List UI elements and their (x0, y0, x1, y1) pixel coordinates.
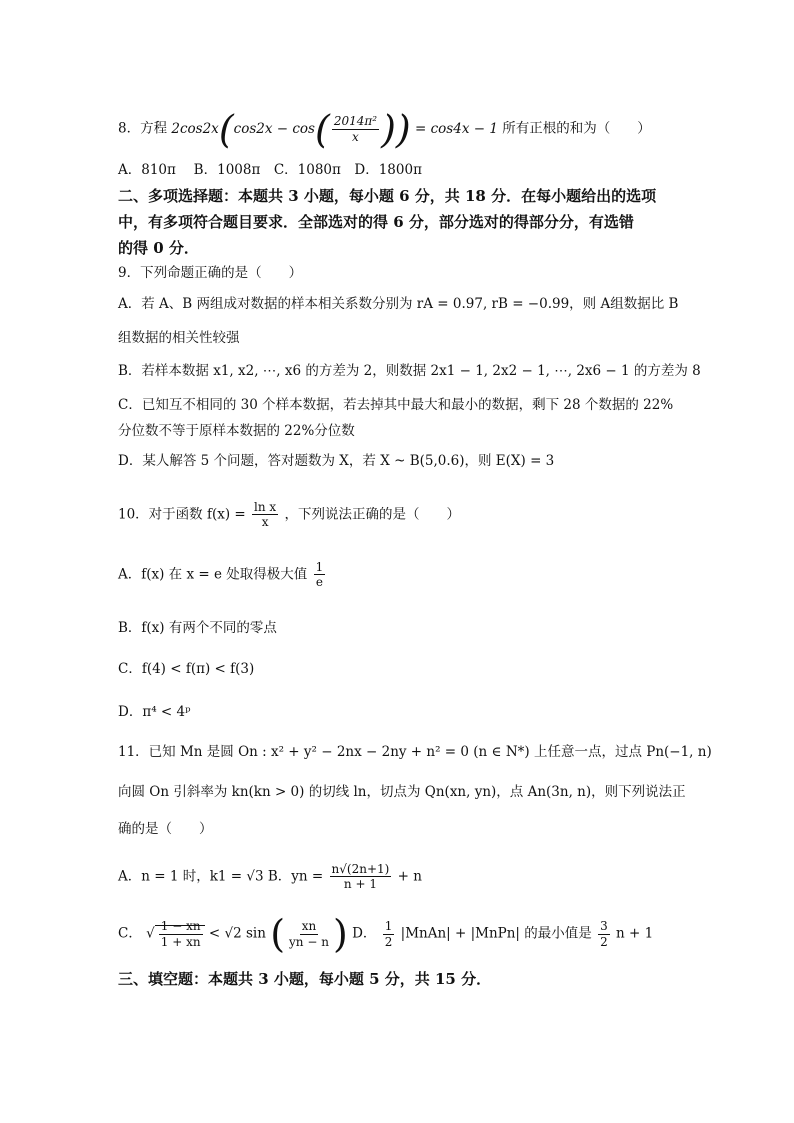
q9-option-a-line1: A．若 A、B 两组成对数据的样本相关系数分别为 rA = 0.97, rB = −0.99，则 A组数据比 B (118, 296, 679, 312)
q11-options-ab (118, 862, 422, 892)
q11-b-num: n√(2n+1) (331, 862, 390, 876)
q11-option-b-prefix: B．yn = (267, 868, 324, 885)
q11-b-den: n + 1 (343, 877, 377, 892)
q11-c-den2: yn − n (289, 934, 329, 949)
q11-d-den2: 2 (600, 934, 608, 949)
q10-a-num: 1 (315, 560, 324, 574)
q10-option-c: C．f(4) < f(π) < f(3) (118, 661, 255, 677)
sqrt-icon: √ (146, 925, 155, 942)
q8-stem (118, 107, 651, 151)
q10-a-den: e (315, 575, 323, 590)
q10-stem-suffix: ，下列说法正确的是（ ） (284, 506, 460, 523)
q11-d-num2: 3 (600, 919, 608, 934)
q11-option-d-mid: |MnAn| + |MnPn| 的最小值是 (400, 925, 592, 942)
q10-stem (118, 500, 460, 530)
section2-heading-line3: 的得 0 分． (118, 239, 199, 257)
q10-stem-prefix: 10．对于函数 f(x) = (118, 506, 246, 523)
q9-option-c-line2: 分位数不等于原样本数据的 22%分位数 (118, 423, 355, 439)
q10-frac-num: ln x (254, 500, 277, 514)
q10-option-a-text: A．f(x) 在 x = e 处取得极大值 (118, 566, 308, 583)
q11-c-den: 1 + xn (160, 934, 201, 949)
q11-option-c-mid: < √2 sin (208, 925, 266, 942)
q11-d-den: 2 (384, 934, 393, 949)
q8-equation: 2cos2x(cos2x − cos( $\frac{\text{2014π²}}{x}$ )) = cos4x − 1 (171, 107, 503, 151)
q10-option-a-fraction (314, 560, 326, 590)
q11-option-d-suffix: n + 1 (616, 925, 654, 942)
q11-stem-line3: 确的是（ ） (118, 821, 213, 837)
q10-option-a (118, 560, 327, 590)
q11-option-c-fraction2 (287, 919, 331, 949)
q8-stem-prefix: 8．方程 (118, 120, 168, 137)
q11-option-c-fraction (159, 919, 203, 949)
q10-option-b: B．f(x) 有两个不同的零点 (118, 620, 277, 636)
q10-fraction (252, 500, 278, 530)
q9-option-d: D．某人解答 5 个问题，答对题数为 X，若 X ~ B(5,0.6)，则 E(X) = 3 (118, 453, 555, 469)
q10-frac-den: x (261, 515, 269, 530)
q9-option-b: B．若样本数据 x1, x2, ⋯, x6 的方差为 2，则数据 2x1 − 1, 2x2 − 1, ⋯, 2x6 − 1 的方差为 8 (118, 363, 701, 379)
q11-c-num: 1 − xn (160, 919, 201, 934)
q9-option-a-line2: 组数据的相关性较强 (118, 330, 240, 346)
q11-option-a: A．n = 1 时，k1 = √3 (118, 868, 264, 885)
q8-stem-suffix: 所有正根的和为（ ） (502, 120, 651, 137)
q11-option-b-suffix: + n (397, 868, 422, 885)
q11-d-num: 1 (384, 919, 393, 934)
section3-heading: 三、填空题：本题共 3 小题，每小题 5 分，共 15 分． (118, 970, 492, 988)
q9-stem: 9．下列命题正确的是（ ） (118, 265, 303, 281)
q11-option-d-fraction2 (598, 919, 610, 949)
q9-option-c-line1: C．已知互不相同的 30 个样本数据，若去掉其中最大和最小的数据，剩下 28 个数据的 22% (118, 397, 674, 413)
q11-options-cd: C． √ $\frac{1 - xn}{1 + xn}$ < √2 sin ( $\frac{xn}{yn - n}$ ) D． $\frac{1}{2}$ |MnAn| + |MnPn| 的最小值是 $\frac{3}{2}$ n + 1 (118, 912, 654, 956)
q11-option-d-fraction (383, 919, 395, 949)
q11-stem-line1: 11．已知 Mn 是圆 On : x² + y² − 2nx − 2ny + n² = 0 (n ∈ N*) 上任意一点，过点 Pn(−1, n) (118, 744, 712, 760)
q11-option-b-fraction (330, 862, 392, 892)
q11-c-num2: xn (301, 919, 317, 934)
q10-option-d: D．π⁴ < 4ᵖ (118, 704, 191, 720)
section2-heading-line1: 二、多项选择题：本题共 3 小题，每小题 6 分，共 18 分．在每小题给出的选项 (118, 187, 657, 205)
q11-stem-line2: 向圆 On 引斜率为 kn(kn > 0) 的切线 ln，切点为 Qn(xn, yn)，点 An(3n, n)，则下列说法正 (118, 784, 686, 800)
q11-option-c-prefix: C． (118, 925, 142, 942)
q11-option-d-prefix: D． (352, 925, 377, 942)
q8-options: A．810π B．1008π C．1080π D．1800π (118, 162, 422, 178)
section2-heading-line2: 中，有多项符合题目要求．全部选对的得 6 分，部分选对的得部分分，有选错 (118, 213, 634, 231)
